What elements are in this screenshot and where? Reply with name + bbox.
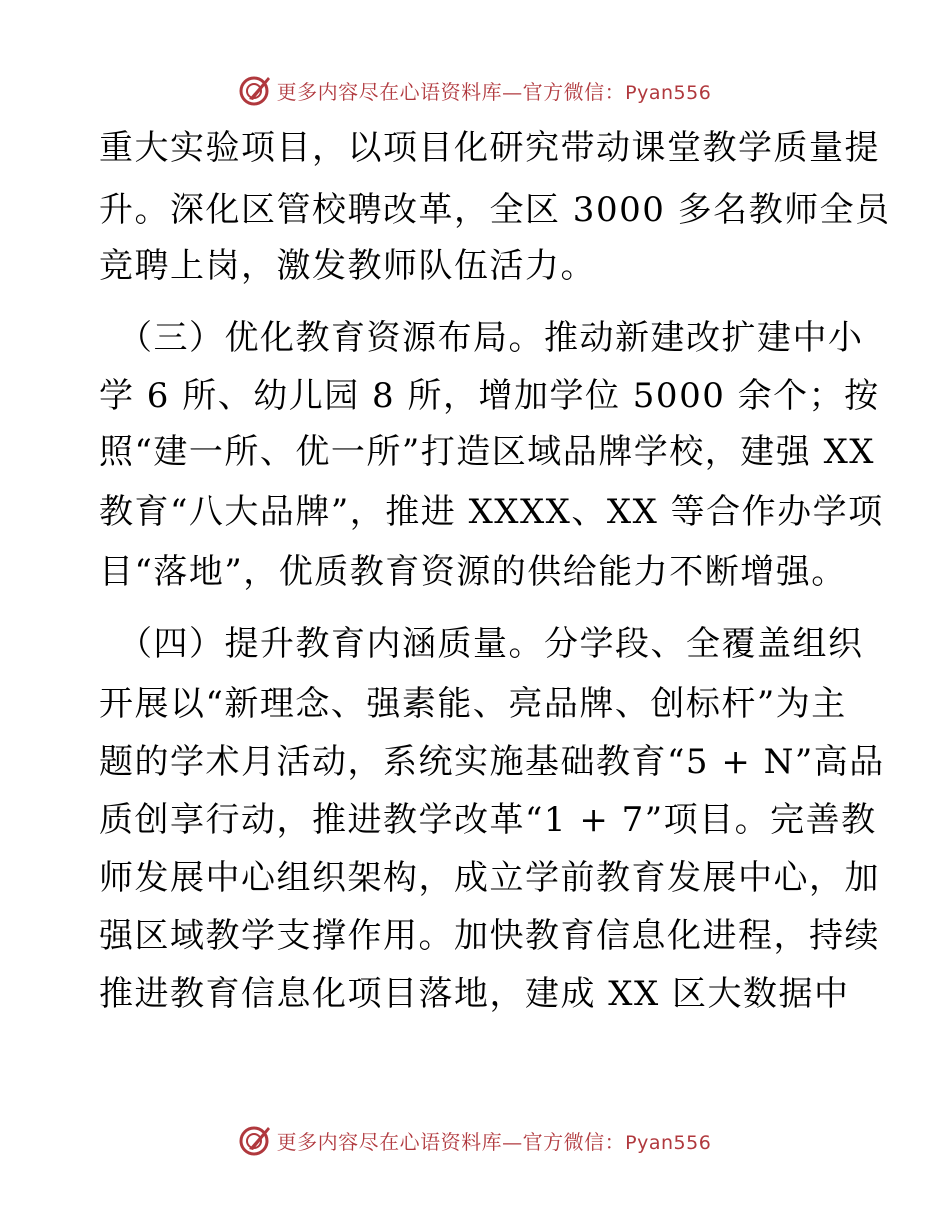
quill-logo-icon [239,1123,273,1157]
paragraph-3-line-3: 题的学术月活动，系统实施基础教育“5 + N”高品 [99,742,885,782]
paragraph-3-line-5: 师发展中心组织架构，成立学前教育发展中心，加 [99,858,880,898]
footer-watermark [0,1118,950,1162]
paragraph-2-line-1: （三）优化教育资源布局。推动新建改扩建中小 [118,318,864,358]
paragraph-1-line-1: 重大实验项目，以项目化研究带动课堂教学质量提 [99,128,880,168]
quill-logo-icon [239,73,273,107]
paragraph-1-line-3: 竞聘上岗，激发教师队伍活力。 [99,246,596,286]
paragraph-3-line-2: 开展以“新理念、强素能、亮品牌、创标杆”为主 [99,684,847,724]
paragraph-3-line-6: 强区域教学支撑作用。加快教育信息化进程，持续 [99,916,880,956]
watermark-wechat-id: Pyan556 [625,81,712,104]
paragraph-2-line-5: 目“落地”，优质教育资源的供给能力不断增强。 [99,552,847,592]
watermark-text: 更多内容尽在心语资料库—官方微信： [276,79,626,104]
paragraph-3-line-4: 质创享行动，推进教学改革“1 + 7”项目。完善教 [99,800,877,840]
paragraph-1-line-2: 升。深化区管校聘改革，全区 3000 多名教师全员 [99,190,891,230]
header-watermark [0,68,950,112]
paragraph-3-line-7: 推进教育信息化项目落地，建成 XX 区大数据中 [99,974,850,1014]
watermark-text: 更多内容尽在心语资料库—官方微信： [276,1129,626,1154]
paragraph-2-line-3: 照“建一所、优一所”打造区域品牌学校，建强 XX [99,432,875,472]
paragraph-3-line-1: （四）提升教育内涵质量。分学段、全覆盖组织 [118,624,864,664]
paragraph-2-line-4: 教育“八大品牌”，推进 XXXX、XX 等合作办学项 [99,492,884,532]
watermark-wechat-id: Pyan556 [625,1131,712,1154]
paragraph-2-line-2: 学 6 所、幼儿园 8 所，增加学位 5000 余个；按 [99,376,880,416]
